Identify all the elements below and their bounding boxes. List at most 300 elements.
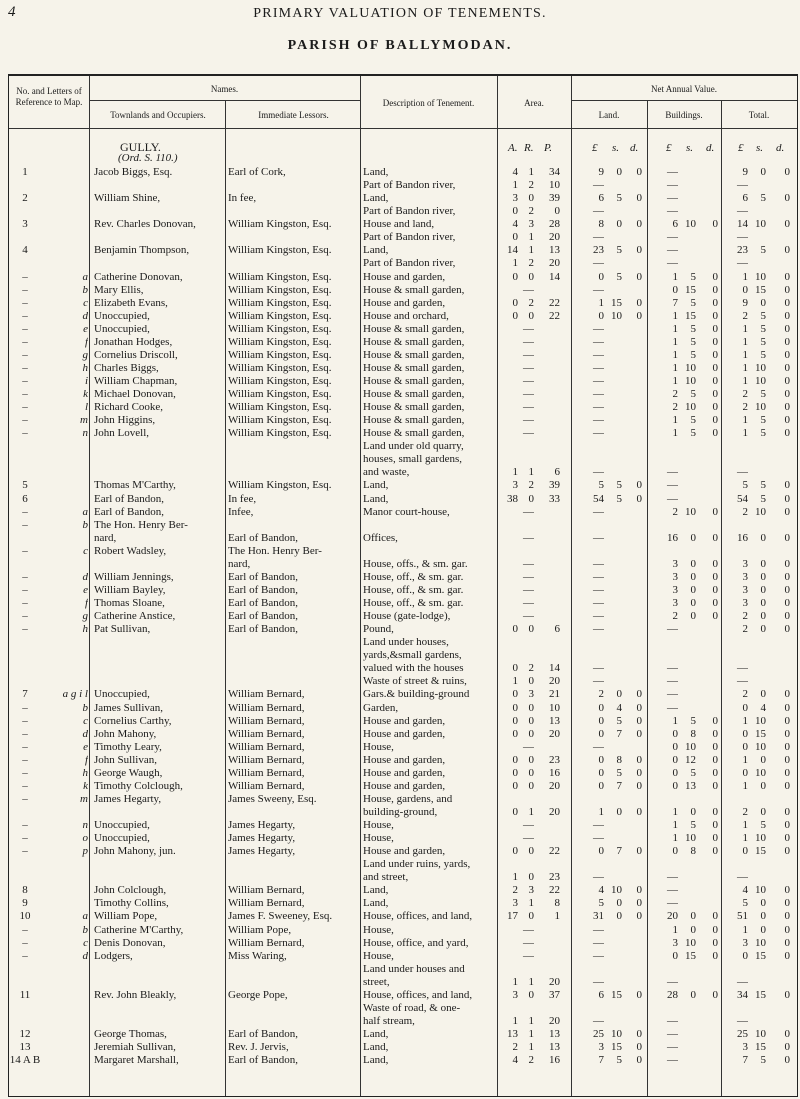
table-row [8, 519, 796, 531]
header-ref: No. and Letters of Reference to Map. [15, 86, 83, 107]
cell-bp: — [667, 688, 678, 701]
table-row [8, 910, 796, 922]
cell-let: d [82, 309, 88, 322]
cell-td: 0 [784, 714, 790, 727]
cell-tp: 54 [737, 492, 748, 505]
cell-les: William Pope, [228, 923, 292, 936]
cell-a: 0 [512, 845, 518, 858]
table-row [8, 754, 796, 766]
header-buildings: Buildings. [665, 110, 703, 120]
cell-bd: 0 [712, 335, 718, 348]
cell-ls: 5 [616, 270, 622, 283]
cell-tp: 2 [742, 623, 748, 636]
cell-num: – [22, 779, 28, 792]
cell-td: 0 [784, 296, 790, 309]
cell-ts: 10 [755, 270, 766, 283]
cell-let: h [82, 623, 88, 636]
cell-r: 0 [528, 753, 534, 766]
cell-desc: houses, small gardens, [363, 453, 462, 466]
cell-ld: 0 [636, 296, 642, 309]
cell-ls: 4 [616, 701, 622, 714]
cell-tp: 2 [742, 309, 748, 322]
header-net-annual: Net Annual Value. [650, 84, 718, 94]
cell-bd: 0 [712, 988, 718, 1001]
table-row [8, 584, 796, 596]
table-row [8, 793, 796, 805]
cell-les: William Kingston, Esq. [228, 296, 332, 309]
cell-r: 0 [528, 779, 534, 792]
cell-ld: 0 [636, 1041, 642, 1053]
cell-p: 33 [549, 492, 560, 505]
cell-ls: 7 [616, 779, 622, 792]
cell-lp: — [593, 923, 604, 936]
cell-bd: 0 [712, 949, 718, 962]
cell-occ: Unoccupied, [94, 832, 150, 845]
cell-r: 0 [528, 727, 534, 740]
cell-lp: 31 [593, 910, 604, 923]
cell-les: William Kingston, Esq. [228, 335, 332, 348]
cell-desc: Land, [363, 244, 389, 257]
cell-num: 12 [19, 1028, 31, 1040]
cell-let: n [82, 819, 88, 831]
cell-occ: Earl of Bandon, [94, 492, 164, 505]
cell-lp: 4 [598, 884, 604, 897]
table-row [8, 388, 796, 400]
header-occupiers: Townlands and Occupiers. [110, 110, 206, 120]
cell-bs: 5 [690, 335, 696, 348]
cell-num: – [22, 845, 28, 858]
cell-td: 0 [784, 936, 790, 949]
townland-ord: (Ord. S. 110.) [118, 152, 178, 164]
cell-desc: House and garden, [363, 727, 446, 740]
cell-bp: 1 [672, 414, 678, 427]
table-row [8, 192, 796, 204]
cell-les: William Bernard, [228, 740, 305, 753]
cell-bd: 0 [712, 414, 718, 427]
cell-r: — [523, 610, 534, 622]
cell-tp: 3 [742, 583, 748, 596]
cell-occ: Benjamin Thompson, [94, 244, 190, 257]
cell-r: — [523, 936, 534, 949]
cell-desc: street, [363, 975, 390, 988]
cell-ld: 0 [636, 492, 642, 505]
table-row [8, 571, 796, 583]
cell-let: a [82, 910, 88, 923]
cell-num: – [22, 727, 28, 740]
cell-r: 1 [528, 166, 534, 178]
cell-les: William Bernard, [228, 753, 305, 766]
cell-td: 0 [784, 988, 790, 1001]
cell-desc: Land under ruins, yards, [363, 858, 471, 871]
cell-r: 0 [528, 192, 534, 205]
cell-les: George Pope, [228, 988, 288, 1001]
cell-tp: 4 [742, 884, 748, 897]
cell-p: 13 [549, 714, 560, 727]
cell-les: William Bernard, [228, 727, 305, 740]
table-row [8, 440, 796, 452]
cell-td: 0 [784, 348, 790, 361]
cell-ts: 0 [760, 531, 766, 544]
cell-let: e [83, 583, 88, 596]
cell-p: 6 [554, 466, 560, 479]
cell-tp: 9 [742, 296, 748, 309]
cell-occ: John Mahony, [94, 727, 157, 740]
cell-desc: House & small garden, [363, 388, 465, 400]
cell-lp: — [593, 401, 604, 414]
cell-occ: Unoccupied, [94, 309, 150, 322]
cell-ls: 0 [616, 166, 622, 178]
cell-bd: 0 [712, 819, 718, 831]
cell-tp: 23 [737, 244, 748, 257]
cell-num: – [22, 335, 28, 348]
cell-r: — [523, 949, 534, 962]
cell-bd: 0 [712, 727, 718, 740]
cell-a: 0 [512, 805, 518, 818]
cell-r: 1 [528, 1014, 534, 1027]
cell-a: 17 [507, 910, 518, 923]
cell-bp: 1 [672, 335, 678, 348]
cell-let: c [83, 714, 88, 727]
cell-lp: 0 [598, 270, 604, 283]
cell-desc: House & small garden, [363, 283, 465, 296]
page-title: PRIMARY VALUATION OF TENEMENTS. [253, 6, 547, 21]
cell-let: d [82, 727, 88, 740]
cell-bp: 1 [672, 348, 678, 361]
cell-ts: 0 [760, 923, 766, 936]
cell-desc: Pound, [363, 623, 394, 636]
cell-occ: Thomas Sloane, [94, 597, 165, 609]
cell-bd: 0 [712, 753, 718, 766]
cell-ld: 0 [636, 910, 642, 923]
cell-bd: 0 [712, 375, 718, 387]
cell-bd: 0 [712, 283, 718, 296]
cell-let: g [82, 348, 88, 361]
unit-total-pence: d. [776, 142, 785, 154]
cell-r: — [523, 348, 534, 361]
cell-tp: 2 [742, 805, 748, 818]
cell-occ: Rev. John Bleakly, [94, 988, 177, 1001]
cell-les: Earl of Bandon, [228, 597, 298, 609]
cell-bs: 10 [685, 740, 696, 753]
cell-tp: — [737, 205, 748, 218]
cell-tp: 3 [742, 597, 748, 609]
cell-ts: 10 [755, 401, 766, 414]
cell-ts: 0 [760, 623, 766, 636]
cell-bd: 0 [712, 401, 718, 414]
cell-ls: 15 [611, 988, 622, 1001]
cell-desc: Land under old quarry, [363, 440, 464, 453]
cell-desc: Land, [363, 1054, 389, 1067]
table-row [8, 636, 796, 648]
cell-lp: 5 [598, 479, 604, 492]
cell-desc: House, off., & sm. gar. [363, 597, 464, 609]
cell-r: 1 [528, 897, 534, 910]
cell-bs: 0 [690, 923, 696, 936]
cell-occ: Timothy Leary, [94, 740, 162, 753]
cell-td: 0 [784, 192, 790, 205]
cell-bd: 0 [712, 766, 718, 779]
cell-ls: 5 [616, 1054, 622, 1067]
cell-bd: 0 [712, 296, 718, 309]
cell-ld: 0 [636, 688, 642, 701]
cell-num: – [22, 283, 28, 296]
cell-td: 0 [784, 218, 790, 231]
cell-occ: Margaret Marshall, [94, 1054, 179, 1067]
cell-desc: House, [363, 832, 394, 845]
cell-desc: Waste of street & ruins, [363, 675, 467, 688]
cell-ls: 0 [616, 805, 622, 818]
header-description: Description of Tenement. [382, 98, 475, 108]
table-row [8, 427, 796, 439]
cell-p: 39 [549, 192, 560, 205]
cell-lp: — [593, 257, 604, 270]
cell-ts: 0 [760, 779, 766, 792]
cell-p: 20 [549, 805, 560, 818]
cell-num: 13 [19, 1041, 31, 1053]
cell-a: 0 [512, 231, 518, 244]
table-row [8, 218, 796, 230]
cell-p: 13 [549, 1028, 560, 1040]
cell-les: Earl of Bandon, [228, 623, 298, 636]
cell-les: James Hegarty, [228, 832, 296, 845]
cell-les: William Bernard, [228, 936, 305, 949]
cell-lp: — [593, 675, 604, 688]
cell-bs: 10 [685, 218, 696, 231]
cell-les: William Kingston, Esq. [228, 270, 332, 283]
cell-les: Earl of Cork, [228, 166, 286, 178]
header-total: Total. [748, 110, 770, 120]
cell-r: 0 [528, 492, 534, 505]
cell-bp: 2 [672, 610, 678, 622]
cell-td: 0 [784, 779, 790, 792]
cell-bp: 0 [672, 845, 678, 858]
cell-bp: — [667, 1041, 678, 1053]
table-row [8, 767, 796, 779]
cell-bs: 5 [690, 819, 696, 831]
cell-a: 1 [512, 1014, 518, 1027]
cell-occ: John Higgins, [94, 414, 156, 427]
cell-tp: 3 [742, 936, 748, 949]
cell-lp: 25 [593, 1028, 604, 1040]
cell-let: i [84, 375, 88, 387]
cell-tp: 1 [742, 335, 748, 348]
cell-lp: — [593, 466, 604, 479]
cell-num: – [22, 570, 28, 583]
cell-les: James F. Sweeney, Esq. [228, 910, 333, 923]
cell-bp: 1 [672, 714, 678, 727]
cell-bd: 0 [712, 505, 718, 518]
cell-let: f [84, 597, 88, 609]
cell-tp: 2 [742, 388, 748, 400]
cell-num: – [22, 766, 28, 779]
cell-r: — [523, 597, 534, 609]
cell-a: 0 [512, 766, 518, 779]
cell-bs: 8 [690, 845, 696, 858]
table-row [8, 1015, 796, 1027]
cell-num: – [22, 949, 28, 962]
cell-desc: House and garden, [363, 779, 446, 792]
table-row [8, 1028, 796, 1040]
cell-desc: House (gate-lodge), [363, 610, 451, 622]
table-row [8, 545, 796, 557]
cell-bd: 0 [712, 910, 718, 923]
cell-bp: 0 [672, 283, 678, 296]
unit-total-pounds: £ [738, 142, 744, 154]
table-row [8, 897, 796, 909]
cell-bs: 5 [690, 427, 696, 440]
cell-bd: 0 [712, 309, 718, 322]
cell-let: b [82, 283, 88, 296]
cell-num: 11 [19, 988, 31, 1001]
cell-r: — [523, 401, 534, 414]
cell-lp: 0 [598, 845, 604, 858]
cell-let: b [82, 923, 88, 936]
cell-p: 20 [549, 727, 560, 740]
cell-let: o [82, 832, 88, 845]
cell-r: 0 [528, 701, 534, 714]
cell-ls: 8 [616, 753, 622, 766]
cell-lp: — [593, 335, 604, 348]
table-row [8, 257, 796, 269]
cell-ts: 10 [755, 1028, 766, 1040]
cell-r: — [523, 335, 534, 348]
cell-r: 3 [528, 218, 534, 231]
cell-bd: 0 [712, 348, 718, 361]
cell-bp: 3 [672, 936, 678, 949]
cell-num: – [22, 361, 28, 374]
cell-lp: — [593, 361, 604, 374]
cell-let: b [82, 701, 88, 714]
cell-bd: 0 [712, 714, 718, 727]
cell-let: m [80, 414, 88, 427]
cell-bp: 2 [672, 401, 678, 414]
table-row [8, 819, 796, 831]
cell-desc: Part of Bandon river, [363, 179, 456, 192]
cell-tp: 2 [742, 401, 748, 414]
cell-tp: 1 [742, 819, 748, 831]
cell-occ: William Jennings, [94, 570, 174, 583]
cell-tp: 2 [742, 688, 748, 701]
cell-a: 4 [512, 1054, 518, 1067]
cell-bp: 0 [672, 727, 678, 740]
cell-ld: 0 [636, 884, 642, 897]
cell-tp: 3 [742, 570, 748, 583]
cell-occ: John Colclough, [94, 884, 167, 897]
cell-bp: 1 [672, 309, 678, 322]
cell-ts: 5 [760, 427, 766, 440]
cell-bd: 0 [712, 270, 718, 283]
cell-a: 14 [507, 244, 518, 257]
table-row [8, 662, 796, 674]
cell-desc: House, offices, and land, [363, 910, 473, 923]
cell-bs: 0 [690, 557, 696, 570]
cell-num: – [22, 714, 28, 727]
unit-labels [8, 142, 796, 154]
cell-lp: 0 [598, 766, 604, 779]
cell-a: 0 [512, 727, 518, 740]
table-row [8, 623, 796, 635]
cell-tp: 9 [742, 166, 748, 178]
cell-desc: and street, [363, 871, 409, 884]
cell-lp: — [593, 832, 604, 845]
cell-td: 0 [784, 610, 790, 622]
cell-bs: 5 [690, 414, 696, 427]
cell-bp: 1 [672, 832, 678, 845]
cell-les: Earl of Bandon, [228, 610, 298, 622]
cell-occ: Timothy Colclough, [94, 779, 183, 792]
cell-num: 5 [22, 479, 28, 492]
cell-ld: 0 [636, 753, 642, 766]
table-row [8, 336, 796, 348]
cell-bd: 0 [712, 218, 718, 231]
cell-les: Infee, [228, 505, 254, 518]
cell-tp: 1 [742, 348, 748, 361]
cell-num: – [22, 583, 28, 596]
cell-ls: 0 [616, 910, 622, 923]
cell-td: 0 [784, 701, 790, 714]
cell-desc: Waste of road, & one- [363, 1001, 461, 1014]
cell-bs: 10 [685, 505, 696, 518]
cell-r: 0 [528, 270, 534, 283]
cell-lp: 6 [598, 192, 604, 205]
cell-num: – [22, 610, 28, 622]
cell-td: 0 [784, 923, 790, 936]
cell-td: 0 [784, 949, 790, 962]
cell-desc: House & small garden, [363, 322, 465, 335]
cell-td: 0 [784, 910, 790, 923]
cell-les: James Hegarty, [228, 819, 296, 831]
cell-r: 2 [528, 479, 534, 492]
cell-td: 0 [784, 727, 790, 740]
cell-td: 0 [784, 623, 790, 636]
table-row [8, 401, 796, 413]
cell-td: 0 [784, 283, 790, 296]
cell-desc: Land, [363, 479, 389, 492]
table-row [8, 884, 796, 896]
cell-desc: House, [363, 740, 394, 753]
cell-p: 22 [549, 884, 560, 897]
cell-td: 0 [784, 414, 790, 427]
cell-ts: 0 [760, 753, 766, 766]
cell-desc: House and garden, [363, 270, 446, 283]
table-row [8, 349, 796, 361]
cell-r: 1 [528, 244, 534, 257]
cell-bp: — [667, 492, 678, 505]
cell-desc: House & small garden, [363, 375, 465, 387]
cell-lp: — [593, 949, 604, 962]
cell-lp: — [593, 531, 604, 544]
cell-les: William Bernard, [228, 701, 305, 714]
table-row [8, 610, 796, 622]
cell-lp: 3 [598, 1041, 604, 1053]
cell-a: 1 [512, 675, 518, 688]
cell-les: In fee, [228, 492, 257, 505]
cell-occ: Elizabeth Evans, [94, 296, 168, 309]
cell-ts: 0 [760, 910, 766, 923]
cell-a: 0 [512, 714, 518, 727]
cell-ts: 5 [760, 335, 766, 348]
cell-r: 0 [528, 845, 534, 858]
cell-ts: 5 [760, 819, 766, 831]
cell-bp: 1 [672, 270, 678, 283]
cell-desc: House, gardens, and [363, 792, 453, 805]
cell-bp: 1 [672, 361, 678, 374]
table-row [8, 845, 796, 857]
cell-r: — [523, 583, 534, 596]
table-row [8, 558, 796, 570]
cell-p: 34 [549, 166, 560, 178]
rule-header-bottom [9, 128, 797, 129]
